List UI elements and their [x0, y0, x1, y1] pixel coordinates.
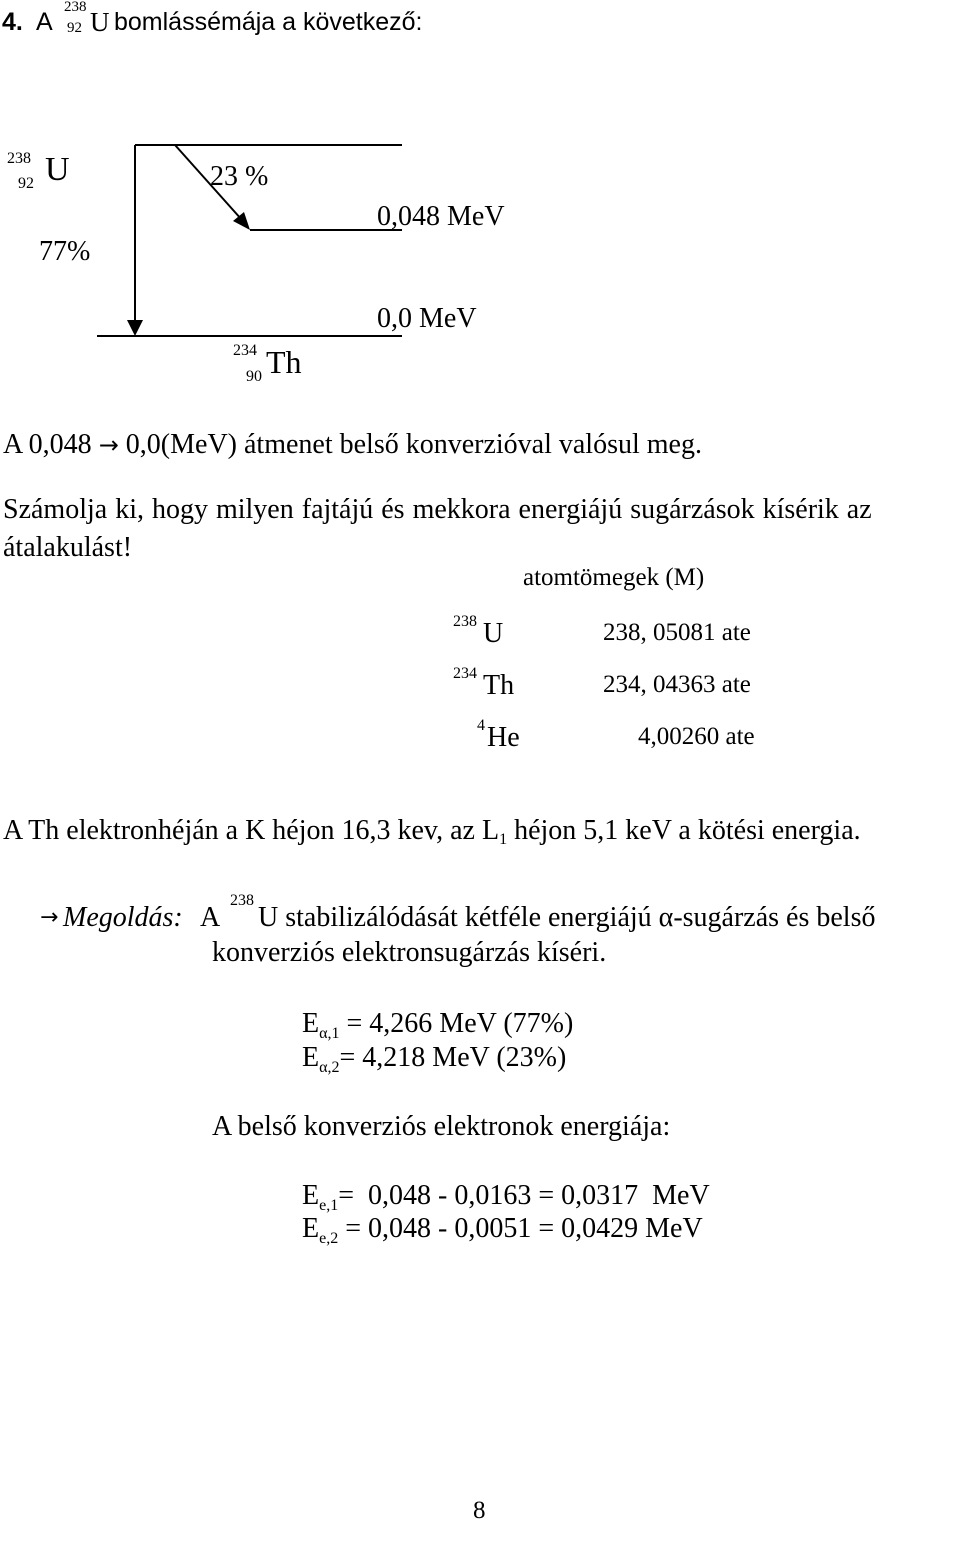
- mass-row-3-value: 4,00260 ate: [638, 723, 755, 750]
- binding-pre: A Th elektronhéján a K héjon 16,3 kev, az L: [3, 815, 500, 846]
- question-line-1: Számolja ki, hogy milyen fajtájú és mekkora energiájú sugárzások kísérik az: [3, 494, 872, 525]
- page-number: 8: [473, 1497, 486, 1524]
- title-article: A: [36, 8, 53, 36]
- main-branch-arrowhead: [127, 320, 143, 336]
- title-atomic-number: 92: [67, 20, 82, 36]
- title-symbol: U: [90, 7, 110, 37]
- alpha-energy-2: [302, 1044, 566, 1076]
- electron-energy-2: [302, 1215, 703, 1247]
- binding-subscript: 1: [499, 831, 508, 848]
- alpha-1-subscript: α,1: [319, 1025, 340, 1042]
- mass-row-2-symbol: Th: [483, 670, 515, 701]
- parent-mass-number: 238: [7, 150, 31, 167]
- transition-pre: A 0,048: [3, 429, 92, 460]
- solution-text-line-2: konverziós elektronsugárzás kíséri.: [212, 937, 607, 968]
- ground-level-label: 0,0 MeV: [377, 303, 477, 334]
- daughter-atomic-number: 90: [246, 368, 262, 385]
- electron-2-value: = 0,048 - 0,0051 = 0,0429 MeV: [345, 1213, 703, 1244]
- alpha-1-value: = 4,266 MeV (77%): [346, 1008, 574, 1039]
- mass-row-3-mass-number: 4: [477, 717, 485, 734]
- transition-sentence: [3, 431, 702, 459]
- electron-2-symbol: E: [302, 1213, 320, 1244]
- mass-table-header: atomtömegek (M): [523, 564, 705, 591]
- parent-atomic-number: 92: [18, 175, 34, 192]
- binding-post: héjon 5,1 keV a kötési energia.: [514, 815, 861, 846]
- branch-minor-label: 23 %: [210, 161, 269, 192]
- title-mass-number: 238: [64, 0, 87, 15]
- solution-arrow-icon: →: [40, 905, 59, 930]
- daughter-symbol: Th: [266, 344, 302, 380]
- alpha-energy-1: [302, 1010, 573, 1042]
- mass-row-1-mass-number: 238: [453, 613, 477, 630]
- transition-arrow-icon: →: [98, 431, 119, 459]
- mass-row-2-value: 234, 04363 ate: [603, 671, 751, 698]
- solution-article: A: [200, 902, 221, 933]
- minor-branch-arrowhead: [233, 212, 250, 230]
- alpha-2-symbol: E: [302, 1042, 320, 1073]
- alpha-2-subscript: α,2: [319, 1059, 340, 1076]
- electron-1-subscript: e,1: [319, 1197, 339, 1214]
- binding-energy-sentence: [3, 817, 861, 848]
- electron-energy-1: [302, 1182, 710, 1214]
- upper-level-label: 0,048 MeV: [377, 201, 505, 232]
- transition-post: 0,0(MeV) átmenet belső konverzióval valósul meg.: [125, 429, 702, 460]
- solution-mass-number: 238: [230, 892, 254, 909]
- parent-symbol: U: [45, 151, 70, 188]
- electron-1-value: = 0,048 - 0,0163 = 0,0317 MeV: [338, 1180, 710, 1211]
- electron-1-symbol: E: [302, 1180, 320, 1211]
- branch-main-label: 77%: [39, 236, 91, 267]
- electron-energy-header: A belső konverziós elektronok energiája:: [212, 1111, 671, 1142]
- mass-row-1-symbol: U: [483, 618, 504, 649]
- solution-text-line-1: U stabilizálódását kétféle energiájú α-sugárzás és belső: [258, 902, 876, 933]
- exercise-number: 4.: [2, 8, 23, 36]
- alpha-1-symbol: E: [302, 1008, 320, 1039]
- alpha-2-value: = 4,218 MeV (23%): [339, 1042, 567, 1073]
- title-text: bomlássémája a következő:: [114, 8, 423, 36]
- electron-2-subscript: e,2: [319, 1230, 339, 1247]
- daughter-mass-number: 234: [233, 342, 257, 359]
- mass-row-2-mass-number: 234: [453, 665, 477, 682]
- mass-row-1-value: 238, 05081 ate: [603, 619, 751, 646]
- mass-row-3-symbol: He: [487, 722, 520, 753]
- question-line-2: átalakulást!: [3, 532, 133, 563]
- solution-label: Megoldás:: [63, 902, 183, 933]
